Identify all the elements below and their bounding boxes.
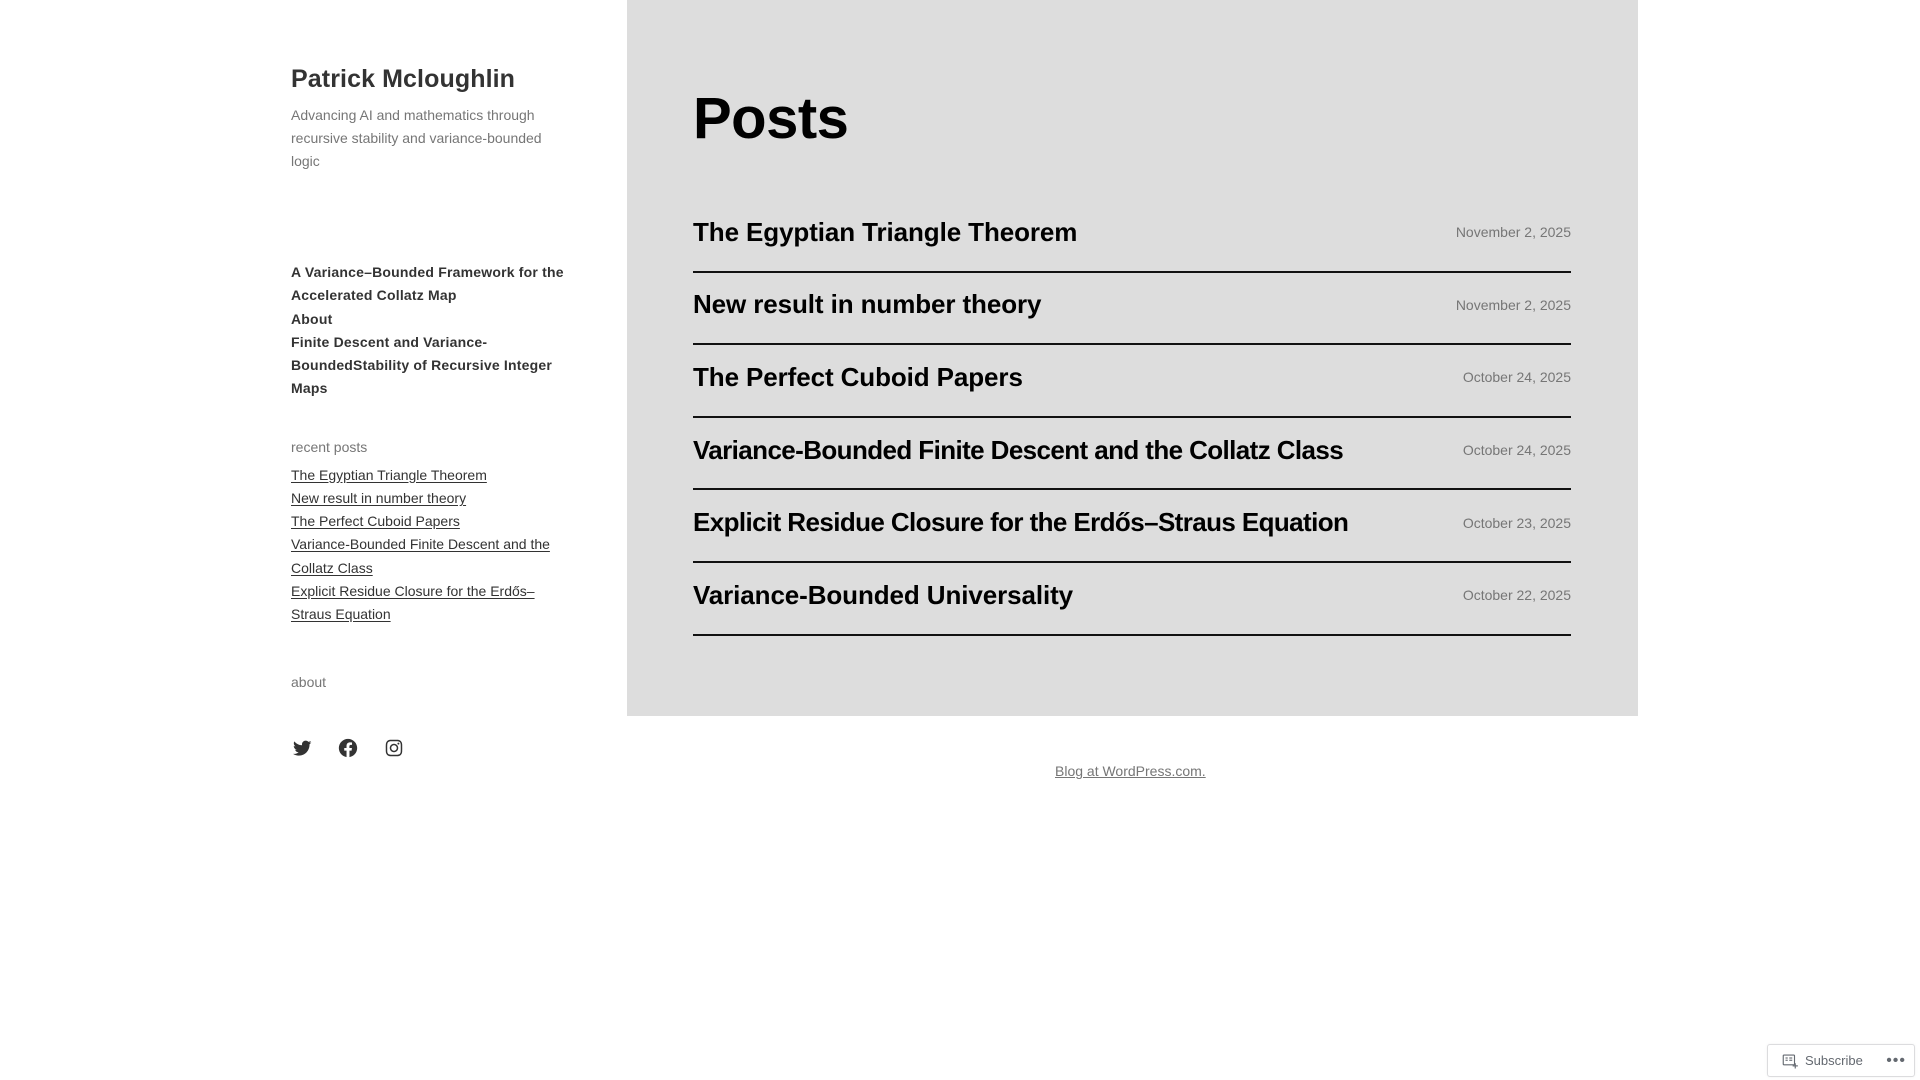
post-date: November 2, 2025 <box>1455 224 1571 241</box>
post-title-link[interactable]: Variance-Bounded Universality <box>693 579 1074 610</box>
post-title-link[interactable]: New result in number theory <box>693 289 1042 320</box>
recent-post-link[interactable]: Explicit Residue Closure for the Erdős–Straus Equation <box>291 582 535 622</box>
list-item <box>291 510 571 533</box>
sidebar <box>291 62 571 759</box>
post-date: October 22, 2025 <box>1462 587 1571 604</box>
subscribe-button[interactable] <box>1781 1052 1863 1070</box>
post-date: October 24, 2025 <box>1462 369 1571 386</box>
facebook-link[interactable] <box>337 737 359 759</box>
about-widget <box>291 672 571 692</box>
post-row <box>693 345 1571 418</box>
list-item <box>291 533 571 579</box>
facebook-icon <box>337 737 359 759</box>
recent-post-link[interactable]: The Perfect Cuboid Papers <box>291 513 460 530</box>
instagram-link[interactable] <box>383 737 405 759</box>
list-item <box>291 487 571 510</box>
post-date: October 24, 2025 <box>1462 442 1571 459</box>
post-title-link[interactable]: The Egyptian Triangle Theorem <box>693 216 1078 247</box>
recent-post-link[interactable]: The Egyptian Triangle Theorem <box>291 466 487 483</box>
post-row <box>693 563 1571 636</box>
about-widget-title: about <box>291 674 327 691</box>
recent-post-link[interactable]: Variance-Bounded Finite Descent and the Collatz Class <box>291 536 550 576</box>
post-row <box>693 273 1571 346</box>
site-title[interactable]: Patrick Mcloughlin <box>291 65 516 93</box>
instagram-icon <box>383 737 405 759</box>
post-date: November 2, 2025 <box>1455 296 1571 313</box>
list-item <box>291 580 571 626</box>
nav-item <box>291 331 571 401</box>
reader-subscribe-icon <box>1781 1052 1799 1070</box>
nav-item <box>291 308 571 331</box>
page-title: Posts <box>693 86 849 151</box>
recent-post-link[interactable]: New result in number theory <box>291 489 467 506</box>
site-tagline: Advancing AI and mathematics through recursive stability and variance-bounded logic <box>291 107 542 169</box>
subscribe-bar <box>1767 1044 1915 1077</box>
nav-link-finite-descent[interactable]: Finite Descent and Variance-BoundedStability of Recursive Integer Maps <box>291 333 552 397</box>
post-row <box>693 200 1571 273</box>
post-date: October 23, 2025 <box>1462 514 1571 531</box>
post-row <box>693 418 1571 491</box>
post-list <box>693 200 1571 636</box>
post-title-link[interactable]: The Perfect Cuboid Papers <box>693 361 1023 392</box>
list-item <box>291 464 571 487</box>
social-links <box>291 737 571 759</box>
wordpress-credit-link[interactable]: Blog at WordPress.com. <box>1055 763 1206 779</box>
nav-item <box>291 261 571 308</box>
nav-link-collatz-framework[interactable]: A Variance–Bounded Framework for the Accelerated Collatz Map <box>291 264 564 304</box>
more-options-button[interactable]: ••• <box>1886 1051 1906 1069</box>
post-title-link[interactable]: Explicit Residue Closure for the Erdős–Straus Equation <box>693 507 1349 538</box>
twitter-icon <box>291 737 313 759</box>
recent-posts-title: recent posts <box>291 438 368 455</box>
subscribe-label: Subscribe <box>1805 1053 1863 1068</box>
nav-link-about[interactable]: About <box>291 310 333 327</box>
twitter-link[interactable] <box>291 737 313 759</box>
recent-posts-list <box>291 464 571 626</box>
main-content-panel <box>627 0 1638 716</box>
page-navigation <box>291 261 571 401</box>
post-row <box>693 490 1571 563</box>
post-title-link[interactable]: Variance-Bounded Finite Descent and the Collatz Class <box>693 434 1344 465</box>
recent-posts-widget <box>291 437 571 626</box>
